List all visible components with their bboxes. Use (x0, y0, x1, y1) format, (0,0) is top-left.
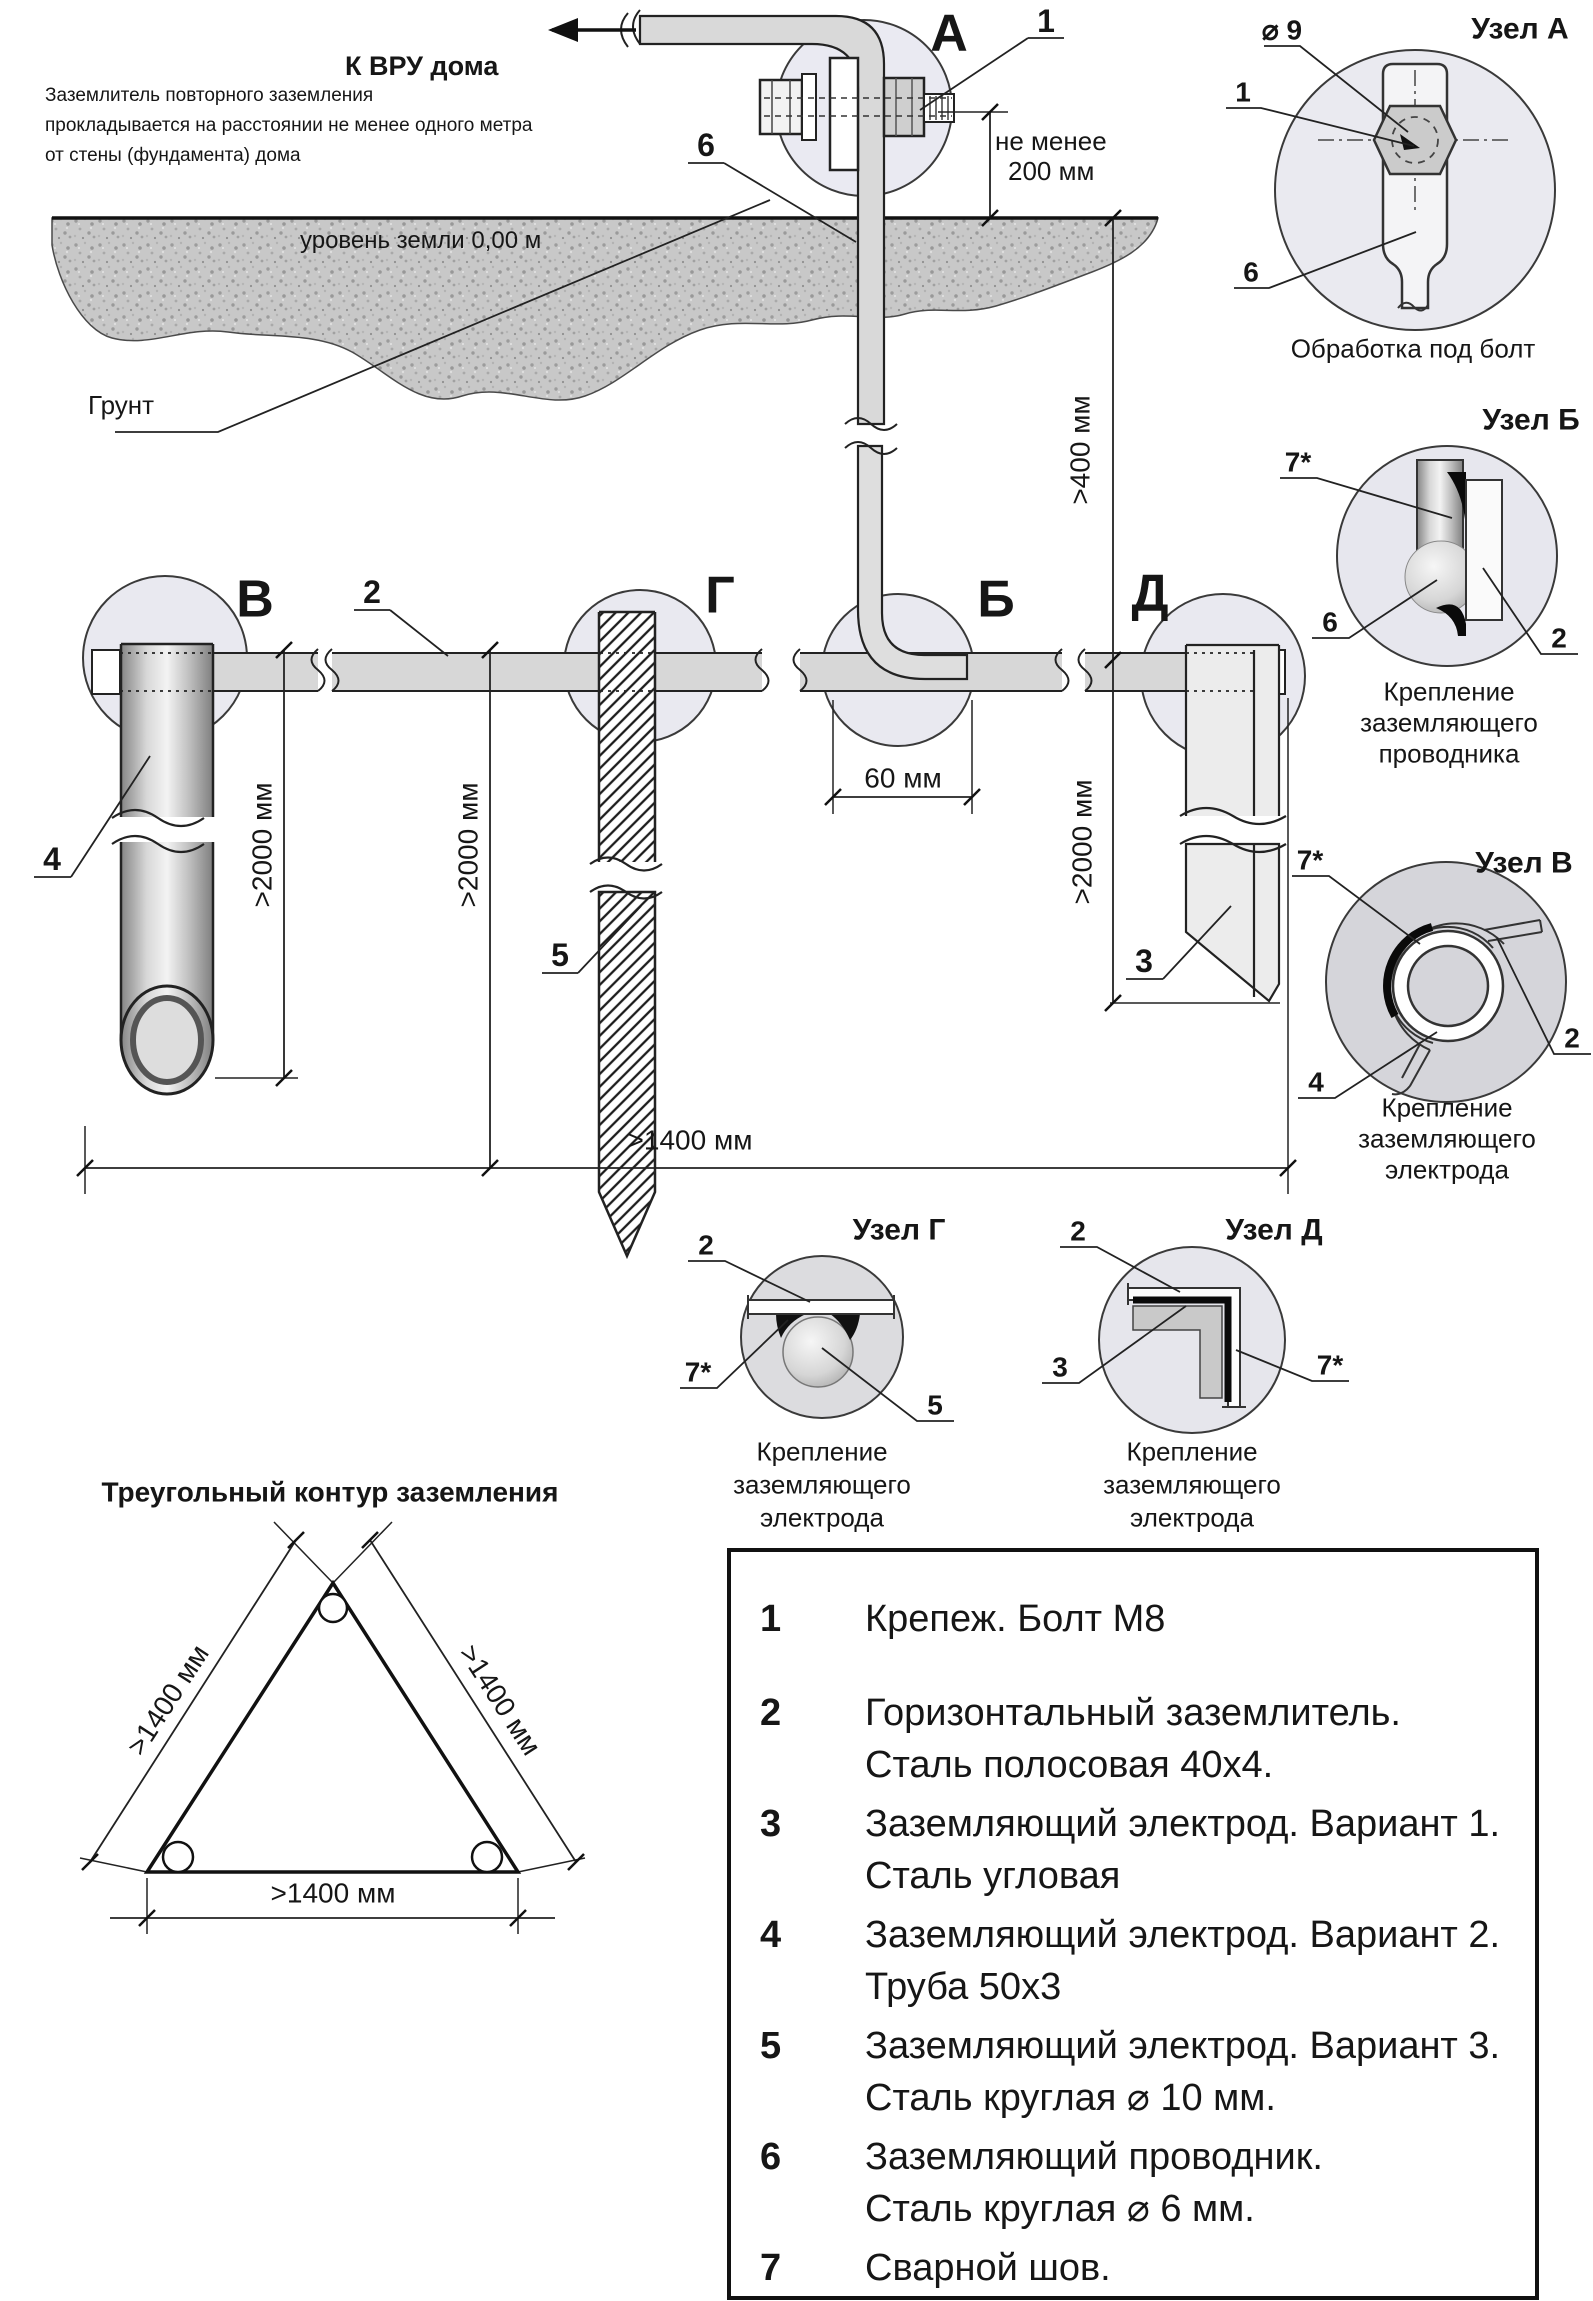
triangle-dim-left: >1400 мм (120, 1639, 215, 1761)
triangle-contour (147, 1583, 518, 1872)
detail-v-callout-4: 4 (1308, 1066, 1324, 1098)
label-ground-level: уровень земли 0,00 м (300, 227, 542, 254)
detail-b-callout-7: 7* (1284, 446, 1312, 478)
callout-1: 1 (1037, 3, 1055, 40)
soil-mass (52, 218, 1158, 400)
detail-g-callout-7: 7* (684, 1356, 712, 1388)
detail-b-callout-2: 2 (1551, 622, 1567, 654)
detail-a-callout-1: 1 (1235, 76, 1251, 108)
detail-b-caption-2: заземляющего (1360, 707, 1538, 738)
dimension-lines (77, 104, 1296, 1934)
callout-3: 3 (1135, 943, 1153, 980)
legend-line1-2: Горизонтальный заземлитель. (865, 1692, 1401, 1734)
detail-v-caption-2: заземляющего (1358, 1123, 1536, 1154)
triangle-title: Треугольный контур заземления (101, 1476, 559, 1508)
callout-4: 4 (43, 841, 61, 878)
triangle-dim-right: >1400 мм (453, 1639, 548, 1761)
detail-v-title: Узел В (1475, 846, 1573, 880)
triangle-electrode-left (163, 1842, 193, 1872)
detail-a-callout-dia9: ⌀ 9 (1261, 14, 1303, 46)
legend-line2-3: Сталь угловая (865, 1855, 1121, 1897)
flattened-plate (830, 58, 858, 170)
detail-v-callout-2: 2 (1564, 1022, 1580, 1054)
legend-line1-7: Сварной шов. (865, 2247, 1111, 2289)
detail-d-callout-2: 2 (1070, 1215, 1086, 1247)
legend-num-1: 1 (760, 1598, 782, 1640)
legend-line2-2: Сталь полосовая 40х4. (865, 1744, 1274, 1786)
legend-num-6: 6 (760, 2136, 782, 2178)
legend-num-2: 2 (760, 1692, 782, 1734)
detail-v-caption-1: Крепление (1381, 1092, 1513, 1123)
detail-d-caption-3: электрода (1130, 1502, 1254, 1533)
node-letter-v: В (236, 570, 274, 629)
dim-400: >400 мм (1064, 395, 1096, 505)
washer (802, 74, 816, 140)
detail-v-caption-3: электрода (1385, 1154, 1509, 1185)
callout-5: 5 (551, 937, 569, 974)
detail-d-circle (1099, 1247, 1285, 1433)
rod-electrode (590, 612, 662, 1256)
detail-g-caption-1: Крепление (756, 1436, 888, 1467)
legend-line1-1: Крепеж. Болт М8 (865, 1598, 1166, 1640)
legend-line1-4: Заземляющий электрод. Вариант 2. (865, 1914, 1501, 1956)
detail-g-callout-2: 2 (698, 1229, 714, 1261)
pipe-electrode (110, 644, 224, 1094)
dim-1400-main: >1400 мм (627, 1124, 753, 1156)
triangle-electrode-right (472, 1842, 502, 1872)
legend-line1-3: Заземляющий электрод. Вариант 1. (865, 1803, 1501, 1845)
detail-g-callout-5: 5 (927, 1389, 943, 1421)
bolt-head (760, 80, 802, 134)
legend-num-3: 3 (760, 1803, 782, 1845)
rod-section (783, 1317, 853, 1387)
strip-end-cap-left (92, 650, 120, 694)
strip-plate (1466, 480, 1502, 620)
legend-num-4: 4 (760, 1914, 782, 1956)
legend-line2-6: Сталь круглая ⌀ 6 мм. (865, 2188, 1255, 2230)
detail-d-callout-7: 7* (1316, 1349, 1344, 1381)
detail-b-callout-6: 6 (1322, 606, 1338, 638)
dim-2000-g: >2000 мм (452, 782, 484, 908)
callout-6: 6 (697, 127, 715, 164)
legend-line1-5: Заземляющий электрод. Вариант 3. (865, 2025, 1501, 2067)
note-line-3: от стены (фундамента) дома (45, 145, 301, 166)
detail-d-caption-1: Крепление (1126, 1436, 1258, 1467)
legend-line2-4: Труба 50х3 (865, 1966, 1062, 2008)
legend-num-5: 5 (760, 2025, 782, 2067)
detail-g-caption-3: электрода (760, 1502, 884, 1533)
dim-min200-line1: не менее (995, 126, 1107, 156)
triangle-dim-bottom: >1400 мм (270, 1877, 396, 1909)
dim-2000-d: >2000 мм (1066, 779, 1098, 905)
legend-line2-5: Сталь круглая ⌀ 10 мм. (865, 2077, 1276, 2119)
detail-b-caption-3: проводника (1378, 738, 1520, 769)
detail-a-caption: Обработка под болт (1290, 333, 1536, 364)
detail-g-caption-2: заземляющего (733, 1469, 911, 1500)
dim-min200-line2: 200 мм (1008, 156, 1095, 186)
callout-2: 2 (363, 574, 381, 611)
detail-d-title: Узел Д (1225, 1213, 1323, 1247)
detail-v-callout-7: 7* (1296, 844, 1324, 876)
note-line-1: Заземлитель повторного заземления (45, 85, 374, 106)
label-to-vru: К ВРУ дома (345, 51, 499, 81)
angle-electrode (1180, 645, 1286, 1001)
dim-2000-v: >2000 мм (246, 782, 278, 908)
node-letter-g: Г (705, 566, 735, 625)
detail-a-title: Узел А (1471, 12, 1569, 46)
pipe-section-bore (1408, 946, 1488, 1026)
note-line-2: прокладывается на расстоянии не менее одного метра (45, 115, 533, 136)
detail-g-title: Узел Г (852, 1213, 946, 1247)
legend-num-7: 7 (760, 2247, 782, 2289)
detail-d-callout-3: 3 (1052, 1351, 1068, 1383)
dim-60: 60 мм (864, 762, 942, 794)
legend-line1-6: Заземляющий проводник. (865, 2136, 1323, 2178)
horizontal-strip (92, 649, 1285, 694)
node-letter-a: А (930, 4, 968, 63)
strip-bar (748, 1300, 894, 1314)
node-letter-d: Д (1131, 564, 1169, 623)
detail-b-title: Узел Б (1482, 403, 1580, 437)
triangle-electrode-top (319, 1594, 347, 1622)
nut (884, 78, 924, 136)
detail-b-caption-1: Крепление (1383, 676, 1515, 707)
detail-a-callout-6: 6 (1243, 256, 1259, 288)
label-soil: Грунт (88, 390, 155, 420)
node-letter-b: Б (977, 570, 1015, 629)
detail-d-caption-2: заземляющего (1103, 1469, 1281, 1500)
